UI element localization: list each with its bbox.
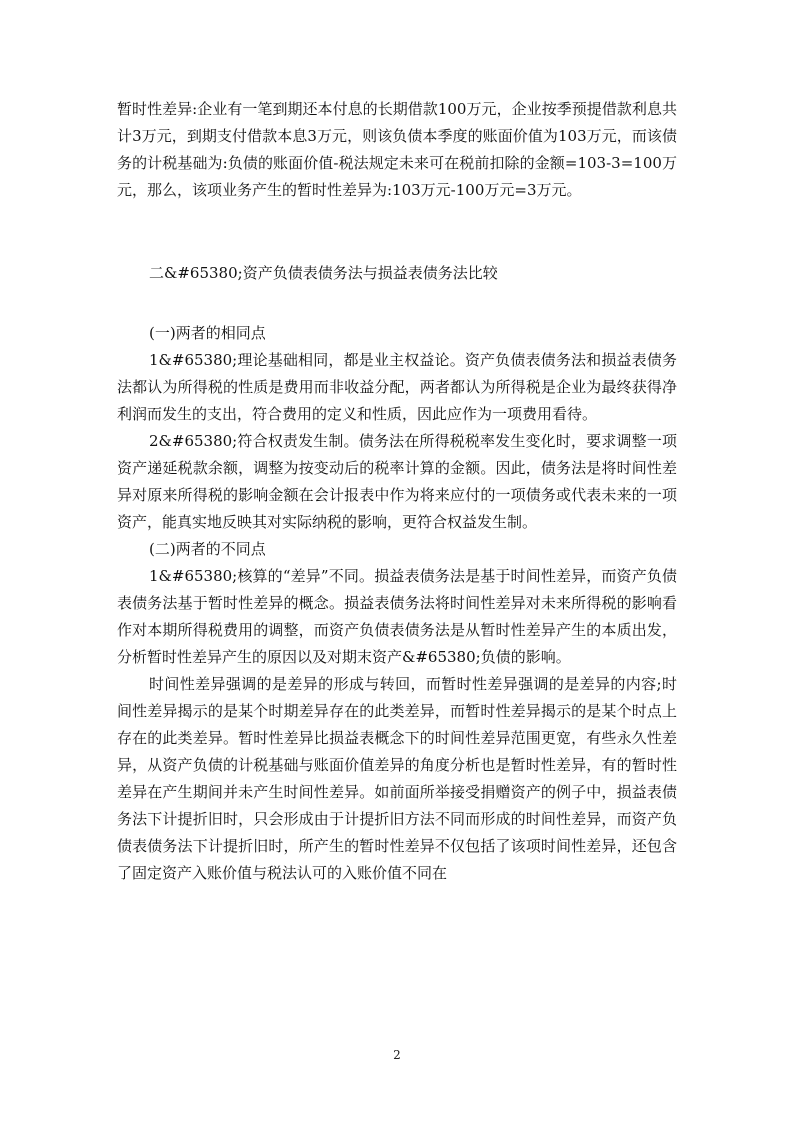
paragraph-difference-2: 时间性差异强调的是差异的形成与转回，而暂时性差异强调的是差异的内容;时间性差异揭示的是某个时期差异存在的此类差异，而暂时性差异揭示的是某个时点上存在的此类差异。暂时性差异比损益表概念下的时间性差异范围更宽，有些永久性差异，从资产负债的计税基础与账面价值差异的角度分析也是暂时性差异，有的暂时性差异在产生期间并未产生时间性差异。如前面所举接受捐赠资产的例子中，损益表债务法下计提折旧时，只会形成由于计提折旧方法不同而形成的时间性差异，而资产负债表债务法下计提折旧时，所产生的暂时性差异不仅包括了该项时间性差异，还包含了固定资产入账价值与税法认可的入账价值不同在 (117, 675, 677, 882)
document-body (117, 96, 677, 887)
page-number: 2 (393, 1048, 401, 1062)
paragraph-temporary-difference-example: 暂时性差异:企业有一笔到期还本付息的长期借款100万元，企业按季预提借款利息共计3万元，到期支付借款本息3万元，则该负债本季度的账面价值为103万元，而该债务的计税基础为:负债的账面价值-税法规定未来可在税前扣除的金额=103-3=100万元，那么，该项业务产生的暂时性差异为:103万元-100万元=3万元。 (117, 100, 677, 199)
section-heading-comparison: 二&#65380;资产负债表债务法与损益表债务法比较 (149, 264, 498, 282)
subheading-similarities: (一)两者的相同点 (149, 324, 266, 342)
subheading-differences: (二)两者的不同点 (149, 540, 266, 558)
paragraph-similarity-2: 2&#65380;符合权责发生制。债务法在所得税税率发生变化时，要求调整一项资产递延税款余额，调整为按变动后的税率计算的金额。因此，债务法是将时间性差异对原来所得税的影响金额在会计报表中作为将来应付的一项债务或代表未来的一项资产，能真实地反映其对实际纳税的影响，更符合权益发生制。 (117, 432, 677, 531)
spacer (117, 204, 677, 260)
spacer (117, 287, 677, 320)
paragraph-difference-1: 1&#65380;核算的“差异”不同。损益表债务法是基于时间性差异，而资产负债表债务法基于暂时性差异的概念。损益表债务法将时间性差异对未来所得税的影响看作对本期所得税费用的调整，而资产负债表债务法是从暂时性差异产生的本质出发，分析暂时性差异产生的原因以及对期末资产&#65380;负债的影响。 (117, 567, 677, 666)
paragraph-similarity-1: 1&#65380;理论基础相同，都是业主权益论。资产负债表债务法和损益表债务法都认为所得税的性质是费用而非收益分配，两者都认为所得税是企业为最终获得净利润而发生的支出，符合费用的定义和性质，因此应作为一项费用看待。 (117, 351, 677, 423)
